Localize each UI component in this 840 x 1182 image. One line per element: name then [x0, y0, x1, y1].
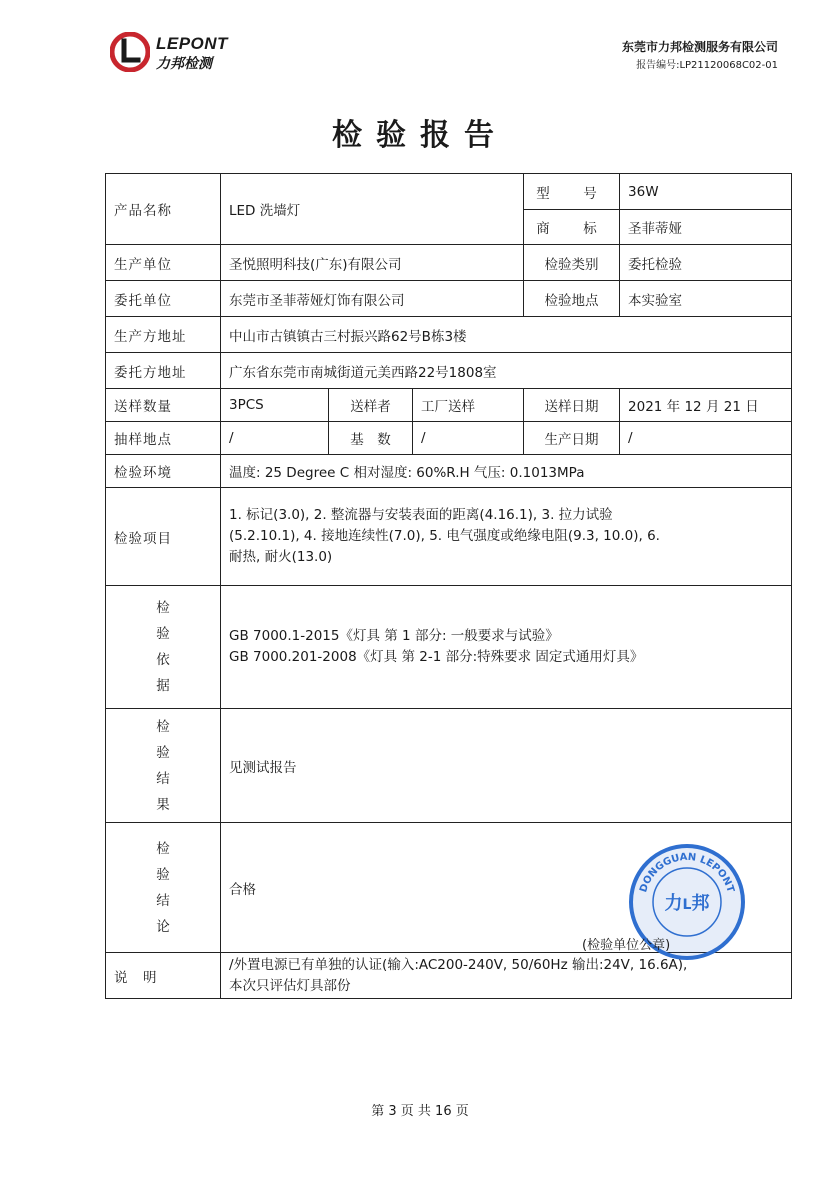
brand-value: 圣菲蒂娅 — [620, 210, 792, 245]
basis-value — [221, 586, 792, 709]
environment-label: 检验环境 — [106, 455, 221, 488]
model-label: 型 号 — [524, 174, 620, 210]
logo-text-en: LEPONT — [156, 34, 228, 53]
basis-line: GB 7000.201-2008《灯具 第 2-1 部分:特殊要求 固定式通用灯具》 — [229, 649, 644, 665]
client-value: 东莞市圣菲蒂娅灯饰有限公司 — [221, 281, 524, 317]
lepont-logo — [110, 32, 260, 72]
sender-value: 工厂送样 — [413, 389, 524, 422]
logo-text-cn: 力邦检测 — [156, 56, 212, 72]
manufacturer-label: 生产单位 — [106, 245, 221, 281]
test-items-value — [221, 488, 792, 586]
base-quantity-label: 基 数 — [329, 422, 413, 455]
stamp-note: (检验单位公章) — [582, 938, 671, 953]
sender-label: 送样者 — [329, 389, 413, 422]
client-label: 委托单位 — [106, 281, 221, 317]
svg-text:力L邦: 力L邦 — [664, 893, 710, 914]
test-items-line: 耐热, 耐火(13.0) — [229, 549, 333, 565]
brand-label: 商 标 — [524, 210, 620, 245]
page-number: 第 3 页 共 16 页 — [371, 1104, 469, 1119]
sampling-site-label: 抽样地点 — [106, 422, 221, 455]
test-items-line: (5.2.10.1), 4. 接地连续性(7.0), 5. 电气强度或绝缘电阻(9.3, 10.0), 6. — [229, 528, 660, 544]
send-date-value: 2021 年 12 月 21 日 — [620, 389, 792, 422]
test-items-label: 检验项目 — [106, 488, 221, 586]
model-value: 36W — [620, 174, 792, 210]
test-type-value: 委托检验 — [620, 245, 792, 281]
test-type-label: 检验类别 — [524, 245, 620, 281]
manufacturer-address-label: 生产方地址 — [106, 317, 221, 353]
test-site-value: 本实验室 — [620, 281, 792, 317]
production-date-label: 生产日期 — [524, 422, 620, 455]
manufacturer-value: 圣悦照明科技(广东)有限公司 — [221, 245, 524, 281]
conclusion-label: 检 验 结 论 — [106, 823, 221, 953]
company-name: 东莞市力邦检测服务有限公司 — [621, 40, 778, 54]
basis-line: GB 7000.1-2015《灯具 第 1 部分: 一般要求与试验》 — [229, 628, 559, 644]
production-date-value: / — [620, 422, 792, 455]
client-address-label: 委托方地址 — [106, 353, 221, 389]
test-site-label: 检验地点 — [524, 281, 620, 317]
lepont-logo-icon — [110, 32, 150, 72]
note-line: /外置电源已有单独的认证(输入:AC200-240V, 50/60Hz 输出:24V, 16.6A), — [229, 956, 688, 973]
result-value: 见测试报告 — [221, 709, 792, 823]
sample-quantity-label: 送样数量 — [106, 389, 221, 422]
svg-text:DONGGUAN LEPONT: DONGGUAN LEPONT — [638, 851, 736, 894]
note-label: 说 明 — [106, 953, 221, 999]
send-date-label: 送样日期 — [524, 389, 620, 422]
result-label: 检 验 结 果 — [106, 709, 221, 823]
base-quantity-value: / — [413, 422, 524, 455]
conclusion-value: 合格 — [221, 823, 792, 953]
test-items-line: 1. 标记(3.0), 2. 整流器与安装表面的距离(4.16.1), 3. 拉力试验 — [229, 507, 613, 523]
basis-label: 检 验 依 据 — [106, 586, 221, 709]
environment-value: 温度: 25 Degree C 相对湿度: 60%R.H 气压: 0.1013MPa — [221, 455, 792, 488]
sample-quantity-value: 3PCS — [221, 389, 329, 422]
report-number: 报告编号:LP21120068C02-01 — [636, 60, 778, 71]
manufacturer-address-value: 中山市古镇镇古三村振兴路62号B栋3楼 — [221, 317, 792, 353]
client-address-value: 广东省东莞市南城街道元美西路22号1808室 — [221, 353, 792, 389]
page-title: 检验报告 — [332, 118, 508, 153]
sampling-site-value: / — [221, 422, 329, 455]
note-line: 本次只评估灯具部份 — [229, 977, 351, 994]
product-name-value: LED 洗墙灯 — [221, 174, 524, 245]
product-name-label: 产品名称 — [106, 174, 221, 245]
